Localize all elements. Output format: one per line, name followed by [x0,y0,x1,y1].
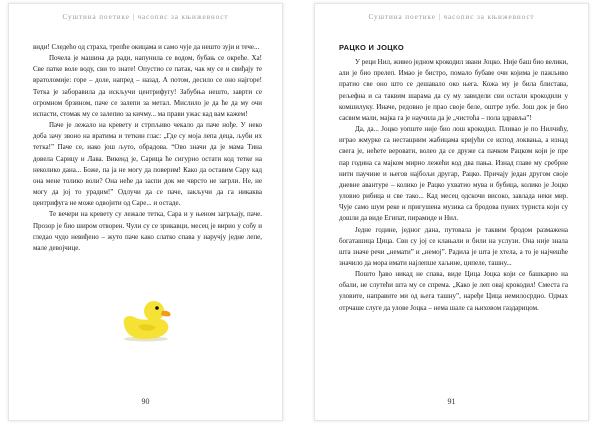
paragraph: види! Следећо од страха, трепће окицама и само чује да нешто зуји и тече... [33,43,260,51]
duck-beak [161,311,171,317]
rubber-duck-icon [116,296,174,342]
page-number-right: 91 [447,397,456,406]
paragraph: Те вечери на кревету су лежале тетка, Сара и у њеном загрљају, паче. Прозор је био широм отворен. Чули су се зрикавци, месец је вирио у собу и гледао чудо невиђено – жуто паче како слатко спава у наручју једне лепе, мале девојчице. [33,210,262,252]
paragraph: У реци Нил, живео једном крокодил звани Јоцко. Није баш био велики, али је био прелеп. Имао је бистро, помало бубаве очи којима је пажљиво пратио све оно што се дешавало око њега. Кожа му је била блистава, рељефна и са таквим шарама да су му завидели сви остали крокодили у комшилуку. Иначе, редовно је прао своје беле, оштре зубе. Још док је био сасвим мали, мајка га је научила да је „чистоћа – пола здравља”! [339,58,568,122]
paragraph: Пошто ђаво никад не спава, виде Цица Јоцка који се башкарио на обали, не слутећи шта му се спрема. „Како је леп овај крокодил! Сместа га уловите, направите ми од њега ташну”, наређе Цица немилосрдно. Одмах отрчаше слуге да улове Јоцка – нема шале са њиховом газдарицом. [339,270,568,312]
right-page [314,3,589,421]
running-header-left: Суштина поетике | часопис за књижевност [62,13,229,21]
chapter-title: РАЦКО И ЈОЦКО [339,43,405,52]
paragraph: Почела је машина да ради, напунила се водом, бубањ се окреће. Ха! Све патке воле воду, сви то знате! Опустио се патак, чак му се и свиђају те вратоломије: горе – доле, напред – назад. А потом, десило се оно најгоре! Тетка је заборавила да искључи центрифугу! Забубња нешто, заврти се огромном брзином, паче се залепи за метал. Мислило је да ће да му очи испасти, стомак му се залепио за кичму... ма прави ужас кад вам кажем! [33,54,262,118]
duck-eye [155,306,159,310]
left-page [8,3,283,421]
paragraph: Да, да... Јоцко уопште није био лош крокодил. Пливао је по Нилчићу, играо жмурке са нестащним жабицама кријући се испод локвања, а изнад свега је, нећете веровати, волео да се друже са пачком Рацком који је пре пар година са мајком мирно лежећи код два пања. Изнад главе му сребрне нити паучине и његов најбољи другар, Рацко. Причају један другом своје дневне авантуре – колико је Рацко ухватио мува и бубица, колико је Јоцко уловио рибица и све тако... Кад месец одскочи високо, завлада неки мир. Чује само шум реке и пригушена музика са бродова пуних туриста који су дошли да виде Египат, пирамиде и Нил. [339,125,568,223]
right-page-text [339,42,568,314]
duck-head [144,301,164,321]
running-header-right: Суштина поетике | часопис за књижевност [368,13,535,21]
paragraph: Једне године, једног дана, путовала је таквим бродом размажена богаташица Цица. Сви су јој се клањали и били на услузи. Она није знала шта значе речи „немати” и „немој”. Радила је шта је хтела, а то је најчешће значило да мора имати најлепше хаљине, ципеле, ташну... [339,225,568,267]
left-page-text [33,42,262,254]
page-number-left: 90 [141,397,150,406]
paragraph: Паче је лежало на кревету и стрпљиво чекало да паче нође. У неко доба зачу звоно на вратима и теткин глас: „Где су моја лепа деца, љуби их тетка!” Паче се, иако још љуто, обрадова. “Ово значи да је мама Тина довела Сарицу и Лава. Викенд је, Сарица ће сигурно остати код тетке на неколико дана... Боже, па ја не могу да поверим! Како да оставим Сару кад она мене толико воли? Она неће да заспи док ме чврсто не загрли. Не, не могу да јој то урадим!” Одлучи да се паче, закључи да га никаква центрифуга не може одвојити од Саре... и остаде. [33,121,262,208]
